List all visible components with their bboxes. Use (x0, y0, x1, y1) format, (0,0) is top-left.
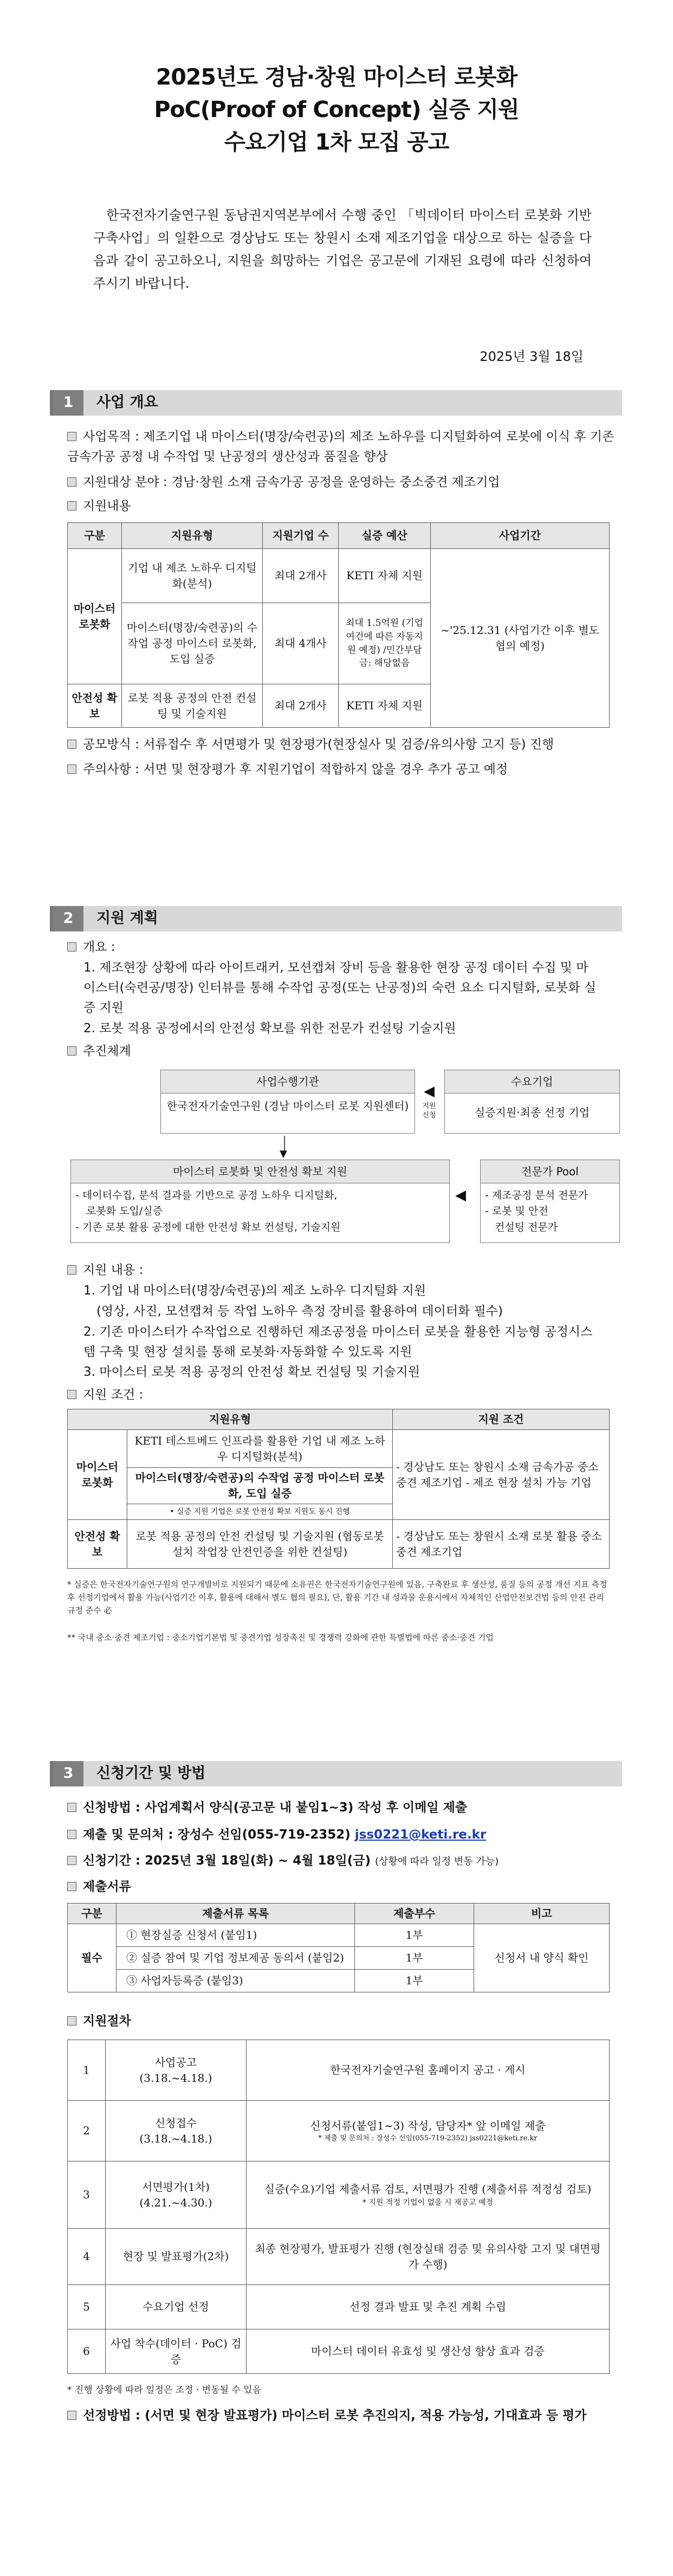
group-meister: 마이스터 로봇화 (68, 549, 122, 684)
demand-body: 실증지원·최종 선정 기업 (474, 1106, 590, 1119)
bullet-square-icon (67, 1856, 76, 1865)
footnote-1: * 실증은 한국전자기술연구원의 연구개발비로 지원되기 때문에 소유권은 한국전자기술연구원에 있음, 구축완료 후 생산성, 품질 등의 공정 개선 지표 측정 후 선정기업에서 활용 가능(사업기간 이후, 활용에 대해서 별도 협의 필요), 단, 활용 기간 내 성과물 운용시에서 자체적인 산업안전보건법 등의 안전 관리 규정 준수 必 (67, 1580, 607, 1615)
arrow-down-icon: ▼ (280, 1148, 287, 1160)
step-name: 사업 착수(데이터 · PoC) 검증 (106, 2329, 247, 2374)
group-safety: 안전성 확보 (68, 684, 122, 728)
step-desc-main: 신청서류(붙임1~3) 작성, 담당자* 앞 이메일 제출 (310, 2119, 546, 2132)
th-qty: 제출부수 (355, 1904, 474, 1924)
support-title: 마이스터 로봇화 및 안전성 확보 지원 (71, 1160, 449, 1183)
pool-line: 컨설팅 전문가 (495, 1221, 558, 1233)
exec-org-box (160, 1070, 415, 1134)
select-text: 공모방식 : 서류접수 후 서면평가 및 현장평가(현장실사 및 검증/유의사항 고지 등) 진행 (83, 737, 554, 752)
demand-box (444, 1070, 620, 1134)
bullet-square-icon (67, 740, 76, 749)
step-desc-sub: * 지원 적정 기업이 없을 시 재공고 예정 (362, 2198, 493, 2207)
th-type: 지원유형 (68, 1409, 393, 1430)
exec-org-body: 한국전자기술연구원 (경남 마이스터 로봇 지원센터) (166, 1099, 409, 1112)
period-note: (상황에 따라 일정 변동 가능) (375, 1856, 499, 1867)
th-count: 지원기업 수 (263, 523, 339, 549)
step-desc-main: 실증(수요)기업 제출서류 검토, 서면평가 진행 (제출서류 적정성 검토) (264, 2182, 592, 2196)
bullet-square-icon (67, 1046, 76, 1056)
step-desc: 마이스터 데이터 유효성 및 생산성 향상 효과 검증 (247, 2329, 610, 2374)
th-cond: 지원 조건 (393, 1409, 610, 1430)
bullet-square-icon (67, 1803, 76, 1812)
step-date: (3.18.~4.18.) (139, 2071, 212, 2085)
step-name (106, 2040, 247, 2101)
cell: KETI 자체 지원 (339, 549, 431, 603)
bullet-square-icon (67, 942, 76, 952)
content-text: 지원내용 (83, 499, 131, 513)
content-item (67, 496, 614, 516)
doc-name: ② 실증 참여 및 기업 정보제공 동의서 (붙임2) (117, 1947, 355, 1970)
overview-item (67, 937, 614, 957)
th-category: 구분 (68, 523, 122, 549)
period-text: 신청기간 : 2025년 3월 18일(화) ~ 4월 18일(금) (83, 1854, 376, 1868)
step-name: 현장 및 발표평가(2차) (106, 2229, 247, 2285)
cell: 최대 2개사 (263, 684, 339, 728)
overview-2: 2. 로봇 적용 공정에서의 안전성 확보를 위한 전문가 컨설팅 기술지원 (83, 1021, 456, 1035)
cell: 마이스터(명장/숙련공)의 수작업 공정 마이스터 로봇화, 도입 실증 (122, 603, 263, 684)
caution-text: 주의사항 : 서면 및 현장평가 후 지원기업이 적합하지 않을 경우 추가 공고 예정 (83, 762, 508, 776)
cell: • 실증 지원 기업은 로봇 안전성 확보 지원도 동시 진행 (127, 1504, 393, 1520)
cell: 최대 1.5억원 (기업 여건에 따른 자동지원 예정) /민간부담금: 해당없음 (339, 603, 431, 684)
step-name (106, 2161, 247, 2229)
th-list: 제출서류 목록 (117, 1904, 355, 1924)
cell: 최대 2개사 (263, 549, 339, 603)
docs-label: 제출서류 (83, 1880, 131, 1894)
pool-body (481, 1183, 619, 1240)
bullet-square-icon (67, 432, 76, 441)
docs-item (67, 1877, 614, 1897)
cell: 로봇 적용 공정의 안전 컨설팅 및 기술지원 (122, 684, 263, 728)
doc-qty: 1부 (355, 1924, 474, 1947)
step-no: 3 (68, 2161, 106, 2229)
footnote-2: ** 국내 중소·중견 제조기업 : 중소기업기본법 및 중견기업 성장촉진 및 경쟁력 강화에 관한 특별법에 따른 중소·중견 기업 (67, 1633, 494, 1642)
step-desc (247, 2101, 610, 2161)
step-name (106, 2101, 247, 2161)
support-table (67, 522, 610, 728)
title-line-2: PoC(Proof of Concept) 실증 지원 (154, 96, 519, 122)
condition-table (67, 1409, 610, 1569)
section-number: 2 (53, 906, 83, 931)
doc-qty: 1부 (355, 1947, 474, 1970)
eval-item (67, 2406, 614, 2426)
detail-item (67, 1260, 614, 1280)
step-title: 사업공고 (154, 2055, 197, 2069)
cond-label: 지원 조건 : (83, 1388, 144, 1402)
system-item (67, 1041, 614, 1062)
bullet-square-icon (67, 2411, 76, 2420)
bullet-square-icon (67, 1390, 76, 1399)
doc-qty: 1부 (355, 1970, 474, 1992)
section-title: 지원 계획 (96, 910, 158, 927)
step-no: 1 (68, 2040, 106, 2101)
bullet-square-icon (67, 477, 76, 487)
pool-title: 전문가 Pool (481, 1160, 619, 1183)
step-date: (4.21.~4.30.) (139, 2196, 212, 2209)
step-no: 5 (68, 2285, 106, 2329)
purpose-item (67, 427, 614, 467)
pool-line: - 제조공정 분석 전문가 (485, 1189, 588, 1201)
step-no: 2 (68, 2101, 106, 2161)
method-text: 신청방법 : 사업계획서 양식(공고문 내 붙임1~3) 작성 후 이메일 제출 (83, 1801, 468, 1815)
cell: 최대 4개사 (263, 603, 339, 684)
bullet-square-icon (67, 2016, 76, 2025)
cell: KETI 자체 지원 (339, 684, 431, 728)
arrow-left-icon: ◀ (455, 1187, 466, 1203)
procedure-table (67, 2040, 610, 2374)
section-3-header (50, 1761, 622, 1787)
th-budget: 실증 예산 (339, 523, 431, 549)
step-date: (3.18.~4.18.) (139, 2132, 212, 2145)
step-desc: 최종 현장평가, 발표평가 진행 (현장실태 검증 및 유의사항 고지 및 대면평가 수행) (247, 2229, 610, 2285)
support-line: 로봇화 도입/실증 (86, 1205, 163, 1218)
docs-table (67, 1903, 610, 1992)
support-box (70, 1160, 450, 1243)
pool-line: - 로봇 및 안전 (485, 1205, 548, 1218)
overview-1: 1. 제조현장 상황에 따라 아이트래커, 모션캡쳐 장비 등을 활용한 현장 공정 데이터 수집 및 마이스터(숙련공/명장) 인터뷰를 통해 수작업 공정(또는 난공정)의 숙련 요소 디지털화, 로봇화 실증 지원 (83, 961, 597, 1015)
th-cat: 구분 (68, 1904, 117, 1924)
support-line: - 데이터수집, 분석 결과를 기반으로 공정 노하우 디지털화, (75, 1189, 338, 1201)
section-title: 신청기간 및 방법 (96, 1765, 206, 1782)
arrow-left-icon: ◀ (424, 1083, 435, 1099)
section-1-header (50, 390, 622, 416)
detail-1b: (영상, 사진, 모션캡쳐 등 작업 노하우 측정 장비를 활용하여 데이터화 필수) (96, 1304, 503, 1318)
group-meister: 마이스터 로봇화 (68, 1430, 127, 1520)
cell: - 경상남도 또는 창원시 소재 금속가공 중소중견 제조기업 - 제조 현장 설치 가능 기업 (393, 1430, 610, 1520)
period-cell: ~'25.12.31 (사업기간 이후 별도 협의 예정) (431, 549, 610, 728)
system-label: 추진체계 (83, 1044, 131, 1058)
proc-label: 지원절차 (83, 2014, 131, 2028)
section-2-header (50, 906, 622, 931)
detail-1: 1. 기업 내 마이스터(명장/숙련공)의 제조 노하우 디지털화 지원 (83, 1284, 426, 1298)
cell: 로봇 적용 공정의 안전 컨설팅 및 기술지원 (협동로봇 설치 작업장 안전인증을 위한 컨설팅) (127, 1520, 393, 1569)
cell: - 경상남도 또는 창원시 소재 로봇 활용 중소중견 제조기업 (393, 1520, 610, 1569)
step-title: 신청접수 (154, 2116, 197, 2130)
doc-note: 신청서 내 양식 확인 (474, 1924, 610, 1992)
target-text: 지원대상 분야 : 경남·창원 소재 금속가공 공정을 운영하는 중소중견 제조기업 (83, 475, 500, 489)
support-line: - 기존 로봇 활용 공정에 대한 안전성 확보 컨설팅, 기술지원 (75, 1221, 341, 1233)
select-item (67, 735, 614, 755)
step-no: 4 (68, 2229, 106, 2285)
bullet-square-icon (67, 1830, 76, 1839)
purpose-text: 사업목적 : 제조기업 내 마이스터(명장/숙련공)의 제조 노하우를 디지털화하여 로봇에 이식 후 기존 금속가공 공정 내 수작업 및 난공정의 생산성과 품질을 향상 (67, 430, 614, 464)
doc-name: ③ 사업자등록증 (붙임3) (117, 1970, 355, 1992)
exec-org-title: 사업수행기관 (161, 1070, 415, 1093)
bullet-square-icon (67, 765, 76, 774)
group-required: 필수 (68, 1924, 117, 1992)
intro-paragraph: 한국전자기술연구원 동남권지역본부에서 수행 중인 「빅데이터 마이스터 로봇화 기반구축사업」의 일환으로 경상남도 또는 창원시 소재 제조기업을 대상으로 하는 실증을 다음과 같이 공고하오니, 지원을 희망하는 기업은 공고문에 기재된 요령에 따라 신청하여 주시기 바랍니다. (93, 208, 592, 291)
demand-title: 수요기업 (445, 1070, 619, 1093)
support-body (71, 1183, 449, 1240)
th-period: 사업기간 (431, 523, 610, 549)
bullet-square-icon (67, 501, 76, 510)
step-desc (247, 2161, 610, 2229)
caution-item (67, 760, 614, 780)
step-no: 6 (68, 2329, 106, 2374)
group-safety: 안전성 확보 (68, 1520, 127, 1569)
th-type: 지원유형 (122, 523, 263, 549)
overview-label: 개요 : (83, 940, 115, 954)
notice-date: 2025년 3월 18일 (480, 349, 584, 364)
doc-name: ① 현장실증 신청서 (붙임1) (117, 1924, 355, 1947)
proc-note: * 진행 상황에 따라 일정은 조정 · 변동될 수 있음 (67, 2385, 262, 2396)
detail-2: 2. 기존 마이스터가 수작업으로 진행하던 제조공정을 마이스터 로봇을 활용한 지능형 공정시스템 구축 및 현장 설치를 통해 로봇화·자동화할 수 있도록 지원 (83, 1325, 593, 1359)
cond-item (67, 1385, 614, 1405)
step-desc: 선정 결과 발표 및 추진 계획 수립 (247, 2285, 610, 2329)
pool-box (480, 1160, 620, 1243)
period-item (67, 1851, 614, 1871)
detail-3: 3. 마이스터 로봇 적용 공정의 안전성 확보 컨설팅 및 기술지원 (83, 1365, 420, 1379)
contact-item (67, 1825, 614, 1845)
apply-label: 지원 신청 (422, 1102, 436, 1119)
detail-label: 지원 내용 : (83, 1263, 144, 1277)
method-item (67, 1798, 614, 1818)
eval-text: 선정방법 : (서면 및 현장 발표평가) 마이스터 로봇 추진의지, 적용 가능성, 기대효과 등 평가 (83, 2409, 587, 2423)
step-desc-sub: * 제출 및 문의처 : 장성수 선임(055-719-2352) jss0221@keti.re.kr (318, 2134, 538, 2143)
cell: 마이스터(명장/숙련공)의 수작업 공정 마이스터 로봇화, 도입 실증 (127, 1468, 393, 1504)
bullet-square-icon (67, 1265, 76, 1274)
bullet-square-icon (67, 1882, 76, 1891)
title-line-3: 수요기업 1차 모집 공고 (224, 129, 449, 155)
cell: 기업 내 제조 노하우 디지털화(분석) (122, 549, 263, 603)
title-line-1: 2025년도 경남·창원 마이스터 로봇화 (156, 64, 517, 90)
step-desc: 한국전자기술연구원 홈페이지 공고 · 게시 (247, 2040, 610, 2101)
section-number: 1 (53, 390, 83, 416)
section-number: 3 (53, 1761, 83, 1787)
proc-item (67, 2011, 614, 2031)
target-item (67, 473, 614, 493)
section-title: 사업 개요 (96, 394, 158, 411)
step-name: 수요기업 선정 (106, 2285, 247, 2329)
th-note: 비고 (474, 1904, 610, 1924)
cell: KETI 테스트베드 인프라를 활용한 기업 내 제조 노하우 디지털화(분석) (127, 1430, 393, 1468)
email-link[interactable]: jss0221@keti.re.kr (354, 1828, 487, 1842)
step-title: 서면평가(1차) (142, 2180, 210, 2193)
contact-text: 제출 및 문의처 : 장성수 선임(055-719-2352) (83, 1828, 355, 1842)
